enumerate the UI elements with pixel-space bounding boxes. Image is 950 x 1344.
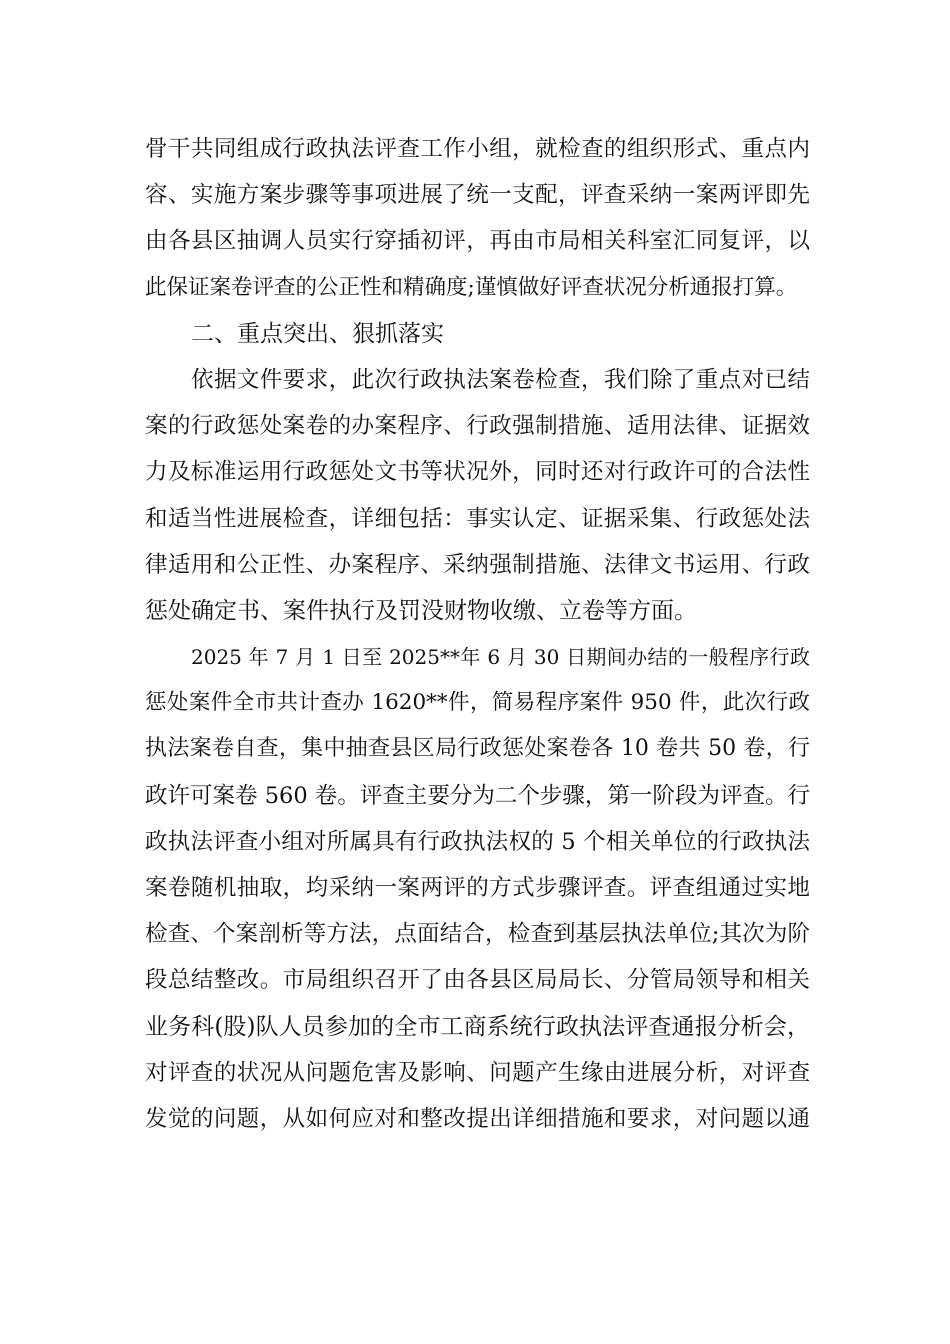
text-line: 和适当性进展检查，详细包括：事实认定、证据采集、行政惩处法 — [145, 505, 810, 532]
text-line: 依据文件要求，此次行政执法案卷检查，我们除了重点对已结 — [191, 366, 810, 393]
text-line: 惩处案件全市共计查办 1620**件，简易程序案件 950 件，此次行政 — [145, 690, 810, 716]
text-line: 由各县区抽调人员实行穿插初评，再由市局相关科室汇同复评，以 — [145, 228, 810, 255]
text-line: 执法案卷自查，集中抽查县区局行政惩处案卷各 10 卷共 50 卷，行 — [145, 736, 810, 762]
text-line: 业务科(股)队人员参加的全市工商系统行政执法评查通报分析会， — [145, 1013, 810, 1040]
heading-line: 二、重点突出、狠抓落实 — [191, 320, 444, 347]
text-line: 对评查的状况从问题危害及影响、问题产生缘由进展分析，对评查 — [145, 1059, 810, 1086]
text-line: 案的行政惩处案卷的办案程序、行政强制措施、适用法律、证据效 — [145, 413, 810, 440]
paragraph — [145, 357, 810, 634]
paragraph — [145, 634, 810, 1142]
text-line: 律适用和公正性、办案程序、采纳强制措施、法律文书运用、行政 — [145, 551, 810, 578]
text-line: 政执法评查小组对所属具有行政执法权的 5 个相关单位的行政执法 — [145, 828, 810, 855]
text-line: 检查、个案剖析等方法，点面结合，检查到基层执法单位;其次为阶 — [145, 921, 810, 948]
text-line: 发觉的问题，从如何应对和整改提出详细措施和要求，对问题以通 — [145, 1105, 810, 1132]
section-heading — [145, 311, 810, 357]
text-line: 案卷随机抽取，均采纳一案两评的方式步骤评查。评查组通过实地 — [145, 875, 810, 901]
document-body — [145, 126, 810, 1142]
text-line: 容、实施方案步骤等事项进展了统一支配，评查采纳一案两评即先 — [145, 182, 810, 209]
text-line: 2025 年 7 月 1 日至 2025**年 6 月 30 日期间办结的一般程序行政 — [191, 645, 810, 670]
text-line: 惩处确定书、案件执行及罚没财物收缴、立卷等方面。 — [145, 597, 697, 624]
paragraph — [145, 126, 810, 311]
text-line: 力及标准运用行政惩处文书等状况外，同时还对行政许可的合法性 — [145, 459, 810, 486]
text-line: 骨干共同组成行政执法评查工作小组，就检查的组织形式、重点内 — [145, 136, 810, 162]
text-line: 段总结整改。市局组织召开了由各县区局局长、分管局领导和相关 — [145, 967, 810, 994]
text-line: 政许可案卷 560 卷。评查主要分为二个步骤，第一阶段为评查。行 — [145, 782, 810, 809]
text-line: 此保证案卷评查的公正性和精确度;谨慎做好评查状况分析通报打算。 — [145, 274, 798, 300]
